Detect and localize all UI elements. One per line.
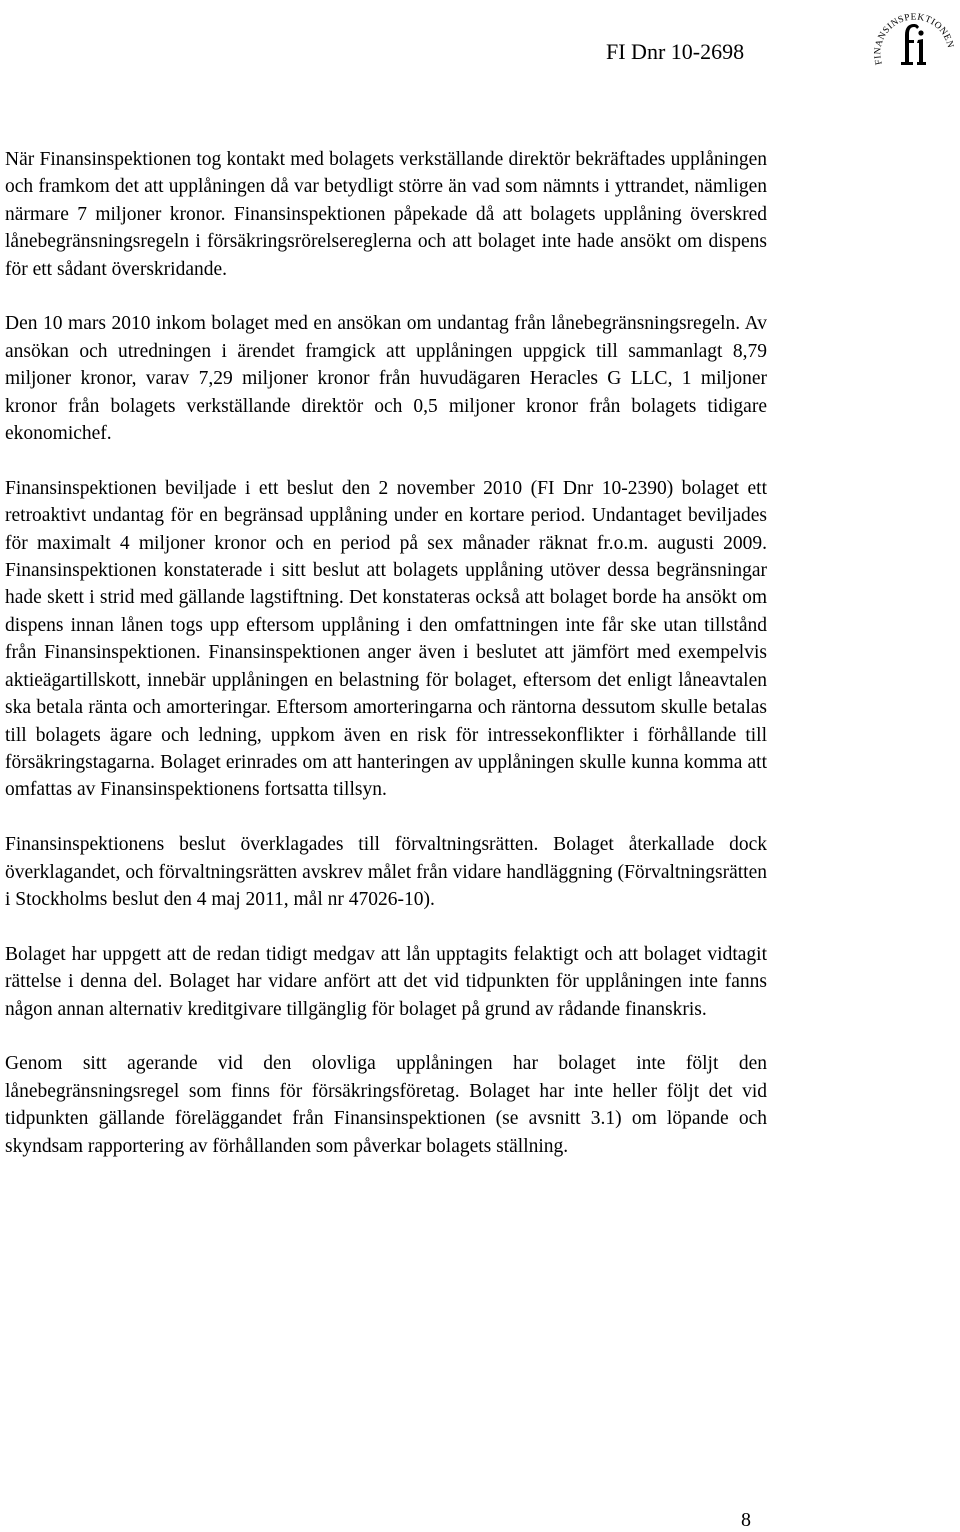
logo-monogram bbox=[901, 24, 926, 65]
paragraph: När Finansinspektionen tog kontakt med bolagets verkställande direktör bekräftades upplåningen och framkom det att upplåningen då var betydligt större än vad som nämnts i yttrandet, nämligen närmare 7 miljoner kronor. Finansinspektionen påpekade då att bolagets upplåning överskred lånebegränsningsregeln i försäkringsrörelsereglerna och att bolaget inte hade ansökt om dispens för ett sådant överskridande. bbox=[5, 149, 767, 280]
paragraph: Finansinspektionens beslut överklagades till förvaltningsrätten. Bolaget återkallade dock överklagandet, och förvaltningsrätten avskrev målet från vidare handläggning (Förvaltningsrätten i Stockholms beslut den 4 maj 2011, mål nr 47026-10). bbox=[5, 834, 767, 910]
paragraph: Genom sitt agerande vid den olovliga upplåningen har bolaget inte följt den lånebegränsningsregel som finns för försäkringsföretag. Bolaget har inte heller följt det vid tidpunkten gällande föreläggandet från Finansinspektionen (se avsnitt 3.1) om löpande och skyndsam rapportering av förhållanden som påverkar bolagets ställning. bbox=[5, 1053, 767, 1157]
finansinspektionen-logo bbox=[868, 0, 960, 92]
body-text bbox=[5, 146, 767, 1160]
document-number: FI Dnr 10-2698 bbox=[606, 39, 745, 64]
logo-ring-text: FINANSINSPEKTIONEN bbox=[873, 12, 955, 66]
paragraph: Bolaget har uppgett att de redan tidigt medgav att lån upptagits felaktigt och att bolaget vidtagit rättelse i denna del. Bolaget har vidare anfört att det vid tidpunkten för upplåningen inte fanns någon annan alternativ kreditgivare tillgänglig för bolaget på grund av rådande finanskris. bbox=[5, 943, 767, 1020]
paragraph: Finansinspektionen beviljade i ett beslut den 2 november 2010 (FI Dnr 10-2390) bolaget ett retroaktivt undantag för en begränsad upplåning under en kortare period. Undantaget beviljades för maximalt 4 miljoner kronor och en period på sex månader räknat fr.o.m. augusti 2009. Finansinspektionen konstaterade i sitt beslut att bolagets upplåning utöver dessa begränsningar hade skett i strid med gällande lagstiftning. Det konstateras också att bolaget borde ha ansökt om dispens innan lånen togs upp eftersom upplåning i den omfattningen inte får ske utan tillstånd från Finansinspektionen. Finansinspektionen anger även i beslutet att jämfört med exempelvis aktieägartillskott, innebär upplåningen en belastning för bolaget, eftersom det enligt låneavtalen ska betala ränta och amorteringar. Eftersom amorteringarna och räntorna dessutom skulle betalas till bolagets ägare och ledning, uppkom även en risk för intressekonflikter i förhållande till försäkringstagarna. Bolaget erinrades om att hanteringen av upplåningen skulle kunna komma att omfattas av Finansinspektionens fortsatta tillsyn. bbox=[5, 477, 767, 801]
page-number: 8 bbox=[741, 1509, 751, 1531]
paragraph: Den 10 mars 2010 inkom bolaget med en ansökan om undantag från lånebegränsningsregeln. Av ansökan och utredningen i ärendet framgick att upplåningen uppgick till sammanlagt 8,79 miljoner kronor, varav 7,29 miljoner kronor från huvudägaren Heracles G LLC, 1 miljoner kronor från bolagets verkställande direktör och 0,5 miljoner kronor från bolagets tidigare ekonomichef. bbox=[5, 313, 767, 445]
